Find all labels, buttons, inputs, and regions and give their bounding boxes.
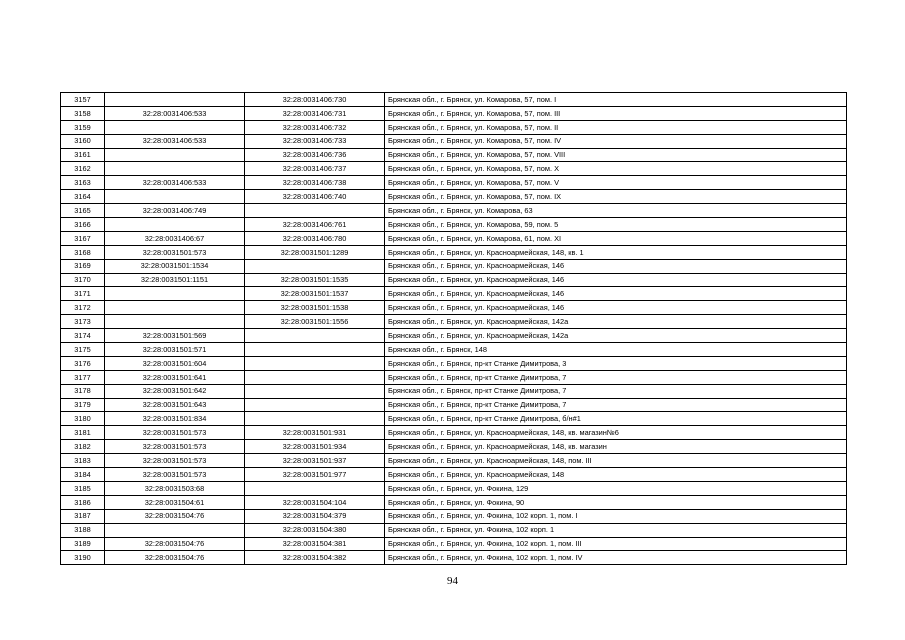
address-cell: Брянская обл., г. Брянск, ул. Комарова, 57, пом. IX [385,190,847,204]
parent-cadastral-number-cell: 32:28:0031501:573 [105,440,245,454]
address-cell: Брянская обл., г. Брянск, ул. Комарова, 57, пом. III [385,106,847,120]
row-number-cell: 3190 [61,551,105,565]
cadastral-number-cell: 32:28:0031406:730 [245,93,385,107]
address-cell: Брянская обл., г. Брянск, ул. Фокина, 102 корп. 1, пом. III [385,537,847,551]
table-row [61,412,847,426]
row-number-cell: 3164 [61,190,105,204]
cadastral-number-cell: 32:28:0031406:780 [245,231,385,245]
row-number-cell: 3158 [61,106,105,120]
cadastral-number-cell [245,384,385,398]
row-number-cell: 3162 [61,162,105,176]
row-number-cell: 3185 [61,481,105,495]
table-row [61,245,847,259]
table-row [61,315,847,329]
row-number-cell: 3188 [61,523,105,537]
address-cell: Брянская обл., г. Брянск, ул. Красноармейская, 148, пом. III [385,454,847,468]
cadastral-number-cell [245,204,385,218]
parent-cadastral-number-cell: 32:28:0031501:643 [105,398,245,412]
parent-cadastral-number-cell: 32:28:0031501:573 [105,454,245,468]
cadastral-number-cell: 32:28:0031501:1535 [245,273,385,287]
row-number-cell: 3189 [61,537,105,551]
parent-cadastral-number-cell [105,523,245,537]
cadastral-number-cell [245,356,385,370]
row-number-cell: 3159 [61,120,105,134]
cadastral-number-cell: 32:28:0031501:1538 [245,301,385,315]
parent-cadastral-number-cell: 32:28:0031501:1534 [105,259,245,273]
table-row [61,231,847,245]
row-number-cell: 3171 [61,287,105,301]
address-cell: Брянская обл., г. Брянск, пр-кт Станке Димитрова, 7 [385,398,847,412]
parent-cadastral-number-cell: 32:28:0031504:76 [105,509,245,523]
row-number-cell: 3161 [61,148,105,162]
cadastral-number-cell: 32:28:0031501:937 [245,454,385,468]
table-row [61,523,847,537]
table-row [61,287,847,301]
address-cell: Брянская обл., г. Брянск, ул. Комарова, 61, пом. XI [385,231,847,245]
parent-cadastral-number-cell: 32:28:0031501:604 [105,356,245,370]
row-number-cell: 3166 [61,218,105,232]
row-number-cell: 3175 [61,343,105,357]
cadastral-number-cell [245,412,385,426]
page-number: 94 [447,575,458,587]
address-cell: Брянская обл., г. Брянск, ул. Комарова, 59, пом. 5 [385,218,847,232]
parent-cadastral-number-cell: 32:28:0031504:76 [105,551,245,565]
row-number-cell: 3181 [61,426,105,440]
parent-cadastral-number-cell: 32:28:0031501:1151 [105,273,245,287]
address-cell: Брянская обл., г. Брянск, ул. Комарова, 57, пом. VIII [385,148,847,162]
address-cell: Брянская обл., г. Брянск, ул. Красноармейская, 148, кв. магазин [385,440,847,454]
address-cell: Брянская обл., г. Брянск, ул. Красноармейская, 148, кв. 1 [385,245,847,259]
table-row [61,509,847,523]
table-row [61,370,847,384]
cadastral-number-cell: 32:28:0031501:934 [245,440,385,454]
address-cell: Брянская обл., г. Брянск, пр-кт Станке Димитрова, б/н#1 [385,412,847,426]
row-number-cell: 3186 [61,495,105,509]
table-row [61,93,847,107]
address-cell: Брянская обл., г. Брянск, пр-кт Станке Димитрова, 7 [385,370,847,384]
row-number-cell: 3157 [61,93,105,107]
row-number-cell: 3183 [61,454,105,468]
table-row [61,481,847,495]
table-row [61,190,847,204]
registry-table [60,92,847,565]
address-cell: Брянская обл., г. Брянск, ул. Комарова, 57, пом. I [385,93,847,107]
cadastral-number-cell: 32:28:0031504:380 [245,523,385,537]
address-cell: Брянская обл., г. Брянск, пр-кт Станке Димитрова, 3 [385,356,847,370]
table-row [61,218,847,232]
cadastral-number-cell: 32:28:0031406:761 [245,218,385,232]
table-row [61,426,847,440]
parent-cadastral-number-cell: 32:28:0031406:67 [105,231,245,245]
table-row [61,162,847,176]
cadastral-number-cell: 32:28:0031501:1537 [245,287,385,301]
row-number-cell: 3163 [61,176,105,190]
row-number-cell: 3160 [61,134,105,148]
cadastral-number-cell: 32:28:0031406:732 [245,120,385,134]
parent-cadastral-number-cell [105,301,245,315]
table-row [61,440,847,454]
parent-cadastral-number-cell [105,315,245,329]
cadastral-number-cell: 32:28:0031501:977 [245,468,385,482]
parent-cadastral-number-cell [105,93,245,107]
cadastral-number-cell: 32:28:0031406:736 [245,148,385,162]
cadastral-number-cell: 32:28:0031406:731 [245,106,385,120]
row-number-cell: 3187 [61,509,105,523]
address-cell: Брянская обл., г. Брянск, ул. Красноармейская, 142а [385,315,847,329]
parent-cadastral-number-cell: 32:28:0031406:533 [105,106,245,120]
row-number-cell: 3177 [61,370,105,384]
address-cell: Брянская обл., г. Брянск, ул. Фокина, 102 корп. 1, пом. I [385,509,847,523]
table-row [61,384,847,398]
row-number-cell: 3184 [61,468,105,482]
row-number-cell: 3165 [61,204,105,218]
table-row [61,537,847,551]
parent-cadastral-number-cell: 32:28:0031501:571 [105,343,245,357]
parent-cadastral-number-cell: 32:28:0031504:76 [105,537,245,551]
table-row [61,106,847,120]
parent-cadastral-number-cell: 32:28:0031501:834 [105,412,245,426]
cadastral-number-cell: 32:28:0031504:382 [245,551,385,565]
row-number-cell: 3179 [61,398,105,412]
address-cell: Брянская обл., г. Брянск, ул. Красноармейская, 146 [385,273,847,287]
table-row [61,134,847,148]
cadastral-number-cell [245,259,385,273]
table-row [61,356,847,370]
row-number-cell: 3172 [61,301,105,315]
address-cell: Брянская обл., г. Брянск, ул. Фокина, 129 [385,481,847,495]
table-row [61,204,847,218]
table-row [61,551,847,565]
parent-cadastral-number-cell [105,162,245,176]
parent-cadastral-number-cell: 32:28:0031501:573 [105,426,245,440]
cadastral-number-cell: 32:28:0031406:733 [245,134,385,148]
address-cell: Брянская обл., г. Брянск, ул. Красноармейская, 146 [385,259,847,273]
address-cell: Брянская обл., г. Брянск, ул. Комарова, 57, пом. V [385,176,847,190]
parent-cadastral-number-cell: 32:28:0031501:573 [105,245,245,259]
address-cell: Брянская обл., г. Брянск, ул. Красноармейская, 146 [385,287,847,301]
address-cell: Брянская обл., г. Брянск, пр-кт Станке Димитрова, 7 [385,384,847,398]
row-number-cell: 3174 [61,329,105,343]
row-number-cell: 3176 [61,356,105,370]
row-number-cell: 3178 [61,384,105,398]
row-number-cell: 3168 [61,245,105,259]
table-row [61,259,847,273]
address-cell: Брянская обл., г. Брянск, ул. Фокина, 90 [385,495,847,509]
parent-cadastral-number-cell [105,120,245,134]
parent-cadastral-number-cell [105,218,245,232]
parent-cadastral-number-cell: 32:28:0031504:61 [105,495,245,509]
parent-cadastral-number-cell: 32:28:0031501:642 [105,384,245,398]
table-row [61,120,847,134]
address-cell: Брянская обл., г. Брянск, ул. Красноармейская, 148 [385,468,847,482]
cadastral-number-cell: 32:28:0031406:740 [245,190,385,204]
parent-cadastral-number-cell: 32:28:0031406:749 [105,204,245,218]
parent-cadastral-number-cell: 32:28:0031501:641 [105,370,245,384]
row-number-cell: 3180 [61,412,105,426]
address-cell: Брянская обл., г. Брянск, ул. Красноармейская, 142а [385,329,847,343]
address-cell: Брянская обл., г. Брянск, 148 [385,343,847,357]
table-row [61,148,847,162]
parent-cadastral-number-cell: 32:28:0031501:573 [105,468,245,482]
parent-cadastral-number-cell: 32:28:0031406:533 [105,176,245,190]
table-row [61,329,847,343]
table-row [61,176,847,190]
address-cell: Брянская обл., г. Брянск, ул. Комарова, 57, пом. X [385,162,847,176]
parent-cadastral-number-cell [105,190,245,204]
cadastral-number-cell: 32:28:0031504:381 [245,537,385,551]
table-row [61,495,847,509]
cadastral-number-cell [245,343,385,357]
cadastral-number-cell: 32:28:0031504:104 [245,495,385,509]
row-number-cell: 3169 [61,259,105,273]
row-number-cell: 3173 [61,315,105,329]
parent-cadastral-number-cell: 32:28:0031503:68 [105,481,245,495]
address-cell: Брянская обл., г. Брянск, ул. Фокина, 102 корп. 1, пом. IV [385,551,847,565]
registry-table-body [61,93,847,565]
address-cell: Брянская обл., г. Брянск, ул. Фокина, 102 корп. 1 [385,523,847,537]
cadastral-number-cell [245,398,385,412]
parent-cadastral-number-cell [105,287,245,301]
table-row [61,454,847,468]
cadastral-number-cell: 32:28:0031406:737 [245,162,385,176]
cadastral-number-cell [245,370,385,384]
address-cell: Брянская обл., г. Брянск, ул. Красноармейская, 146 [385,301,847,315]
table-row [61,398,847,412]
cadastral-number-cell: 32:28:0031504:379 [245,509,385,523]
table-row [61,273,847,287]
cadastral-number-cell: 32:28:0031501:1289 [245,245,385,259]
cadastral-number-cell [245,329,385,343]
table-row [61,343,847,357]
parent-cadastral-number-cell: 32:28:0031406:533 [105,134,245,148]
row-number-cell: 3170 [61,273,105,287]
table-row [61,301,847,315]
table-row [61,468,847,482]
cadastral-number-cell [245,481,385,495]
address-cell: Брянская обл., г. Брянск, ул. Красноармейская, 148, кв. магазин№6 [385,426,847,440]
parent-cadastral-number-cell: 32:28:0031501:569 [105,329,245,343]
row-number-cell: 3182 [61,440,105,454]
cadastral-number-cell: 32:28:0031501:931 [245,426,385,440]
cadastral-number-cell: 32:28:0031406:738 [245,176,385,190]
parent-cadastral-number-cell [105,148,245,162]
address-cell: Брянская обл., г. Брянск, ул. Комарова, 57, пом. IV [385,134,847,148]
address-cell: Брянская обл., г. Брянск, ул. Комарова, 57, пом. II [385,120,847,134]
address-cell: Брянская обл., г. Брянск, ул. Комарова, 63 [385,204,847,218]
row-number-cell: 3167 [61,231,105,245]
cadastral-number-cell: 32:28:0031501:1556 [245,315,385,329]
